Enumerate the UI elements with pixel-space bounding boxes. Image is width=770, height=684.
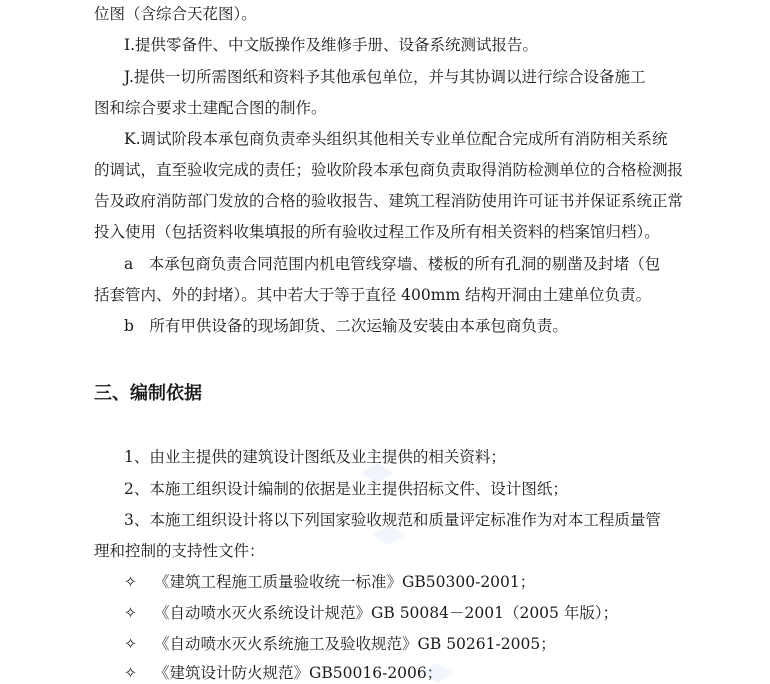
standard-text: 《建筑设计防火规范》GB50016-2006；: [154, 664, 443, 682]
basis-item: 理和控制的支持性文件：: [94, 542, 265, 560]
standard-item: [124, 603, 724, 623]
text-line: 投入使用（包括资料收集填报的所有验收过程工作及所有相关资料的档案馆归档）。: [94, 223, 660, 241]
text-line: 告及政府消防部门发放的合格的验收报告、建筑工程消防使用许可证书并保证系统正常: [94, 192, 684, 210]
standard-item: [124, 572, 724, 592]
standard-text: 《建筑工程施工质量验收统一标准》GB50300-2001；: [154, 573, 536, 591]
section-heading: 三、编制依据: [94, 383, 202, 404]
standard-text: 《自动喷水灭火系统设计规范》GB 50084－2001（2005 年版）；: [154, 604, 619, 622]
bullet-icon: ✧: [124, 664, 137, 682]
watermark-icon: [420, 662, 454, 684]
standard-item: [124, 634, 724, 654]
basis-item: 3、本施工组织设计将以下列国家验收规范和质量评定标准作为对本工程质量管: [124, 511, 661, 529]
bullet-icon: ✧: [124, 573, 137, 591]
text-line: 图和综合要求土建配合图的制作。: [94, 99, 327, 117]
text-line: 位图（含综合天花图）。: [94, 5, 257, 23]
basis-item: 2、本施工组织设计编制的依据是业主提供招标文件、设计图纸；: [124, 480, 568, 498]
bullet-icon: ✧: [124, 635, 137, 653]
text-line: I.提供零备件、中文版操作及维修手册、设备系统测试报告。: [124, 36, 539, 54]
watermark-icon: [372, 524, 406, 546]
basis-item: 1、由业主提供的建筑设计图纸及业主提供的相关资料；: [124, 448, 506, 466]
bullet-icon: ✧: [124, 604, 137, 622]
text-line: 的调试，直至验收完成的责任；验收阶段本承包商负责取得消防检测单位的合格检测报: [94, 161, 684, 179]
text-line: b 所有甲供设备的现场卸货、二次运输及安装由本承包商负责。: [124, 317, 568, 335]
standard-text: 《自动喷水灭火系统施工及验收规范》GB 50261-2005；: [154, 635, 556, 653]
text-line: K.调试阶段本承包商负责牵头组织其他相关专业单位配合完成所有消防相关系统: [124, 130, 668, 148]
text-line: 括套管内、外的封堵）。其中若大于等于直径 400mm 结构开洞由土建单位负责。: [94, 286, 652, 304]
watermark-icon: [360, 462, 394, 484]
text-line: a 本承包商负责合同范围内机电管线穿墙、楼板的所有孔洞的剔凿及封堵（包: [124, 255, 661, 273]
text-line: J.提供一切所需图纸和资料予其他承包单位，并与其协调以进行综合设备施工: [124, 68, 646, 86]
